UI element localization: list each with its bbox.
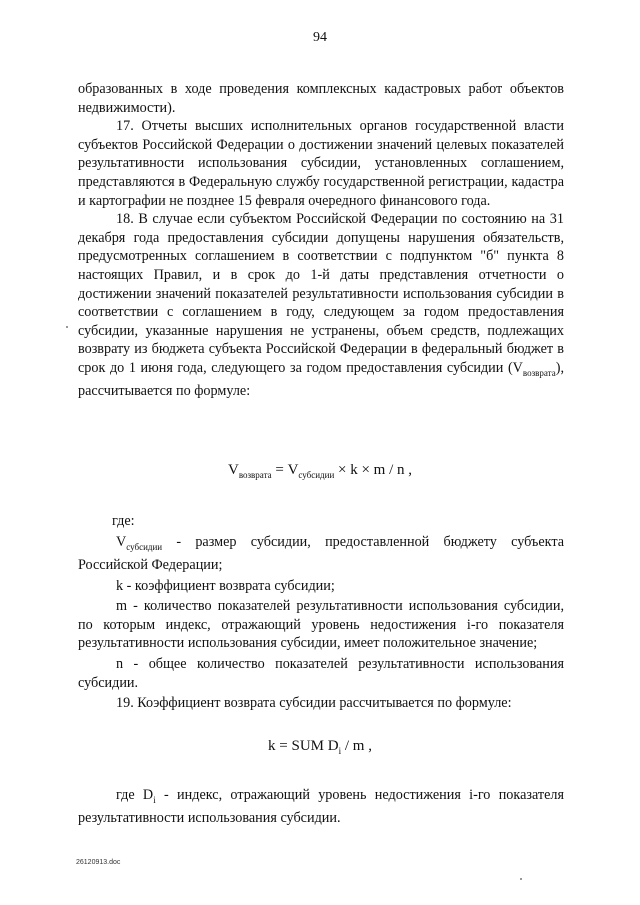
definition-n: n - общее количество показателей результативности использования субсидии. xyxy=(78,655,564,691)
page-number: 94 xyxy=(313,30,327,45)
final-definition xyxy=(78,786,564,830)
formula-rhs-sub: субсидии xyxy=(298,470,335,480)
paragraph-18-text: 18. В случае если субъектом Российской Федерации по состоянию на 31 декабря года предоставления субсидии допущены нарушения обязательств, предусмотренных соглашением в соответствии с подпунктом "б" пункта 8 настоящих Правил, и в срок до 1-й даты представления отчетности о достижении значений показателей результативности использования субсидии в соответствии с соглашением в году, следующем за годом предоставления субсидии, указанные нарушения не устранены, объем средств, подлежащих возврату из бюджета субъекта Российской Федерации в федеральный бюджет в срок до 1 июня года, следующего за годом предоставления субсидии ( xyxy=(78,211,564,376)
scan-speck xyxy=(66,326,68,328)
definition-v-subsidy xyxy=(78,533,564,575)
formula2-rest: / m , xyxy=(341,738,372,754)
def1-var: V xyxy=(116,533,127,550)
paragraph-18-end: ), рассчитывается по формуле: xyxy=(78,359,564,400)
def1-sub: субсидии xyxy=(126,541,163,552)
formula-rest: × k × m / n , xyxy=(334,462,413,478)
final-text2: - индекс, отражающий уровень недостижения i-го показателя результативности использования субсидии. xyxy=(78,787,564,827)
formula2-sub: i xyxy=(338,746,342,756)
where-label: где: xyxy=(112,513,135,529)
definition-d xyxy=(78,786,564,828)
formula2-text: k = SUM D xyxy=(268,738,339,754)
formula-lhs-sub: возврата xyxy=(238,470,272,480)
paragraph-18 xyxy=(78,210,564,401)
final-sub: i xyxy=(153,794,156,805)
definitions xyxy=(78,512,564,715)
scan-speck xyxy=(520,878,522,880)
body-text-top xyxy=(78,80,564,401)
paragraph-19: 19. Коэффициент возврата субсидии рассчитывается по формуле: xyxy=(116,695,512,712)
definition-m: m - количество показателей результативности использования субсидии, по которым индекс, отражающий уровень недостижения i-го показателя результативности использования субсидии, имеет положительное значение; xyxy=(78,598,564,652)
formula-coefficient xyxy=(0,738,640,756)
footer-filename: 26120913.doc xyxy=(76,859,121,866)
formula-lhs: V xyxy=(227,462,239,478)
final-text1: где D xyxy=(116,787,154,803)
formula-return xyxy=(0,462,640,480)
paragraph-18-sub: возврата xyxy=(522,367,556,378)
formula-eq: = V xyxy=(271,462,299,478)
definition-k: k - коэффициент возврата субсидии; xyxy=(116,577,335,594)
paragraph-17: 17. Отчеты высших исполнительных органов государственной власти субъектов Российской Федерации о достижении значений целевых показателей результативности использования субсидии, установленных соглашением, представляются в Федеральную службу государственной регистрации, кадастра и картографии не позднее 15 февраля очередного финансового года. xyxy=(78,118,564,209)
paragraph-continuation: образованных в ходе проведения комплексных кадастровых работ объектов недвижимости). xyxy=(78,81,564,116)
def1-text: - размер субсидии, предоставленной бюджету субъекта Российской Федерации; xyxy=(78,533,564,574)
paragraph-18-var: V xyxy=(512,359,523,376)
